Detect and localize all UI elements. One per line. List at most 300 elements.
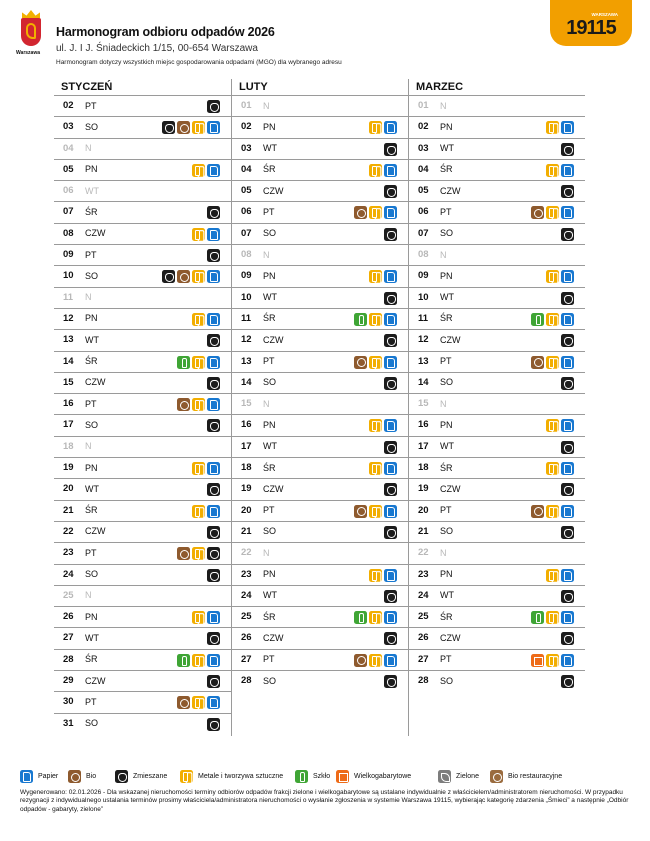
weekday-label: CZW bbox=[85, 228, 106, 239]
day-number: 16 bbox=[63, 398, 74, 410]
bio-icon bbox=[177, 547, 190, 560]
pickup-icons bbox=[207, 675, 220, 688]
weekday-label: WT bbox=[440, 292, 454, 303]
day-number: 04 bbox=[63, 142, 74, 154]
page-subtitle: Harmonogram dotyczy wszystkich miejsc gospodarowania odpadami (MGO) dla wybranego adresu bbox=[56, 59, 342, 66]
weekday-label: WT bbox=[85, 185, 99, 196]
mixed-waste-icon bbox=[561, 675, 574, 688]
pickup-icons bbox=[369, 419, 397, 432]
day-list bbox=[232, 95, 408, 691]
pickup-icons bbox=[207, 419, 220, 432]
day-number: 31 bbox=[63, 717, 74, 729]
legend-label: Zielone bbox=[456, 773, 479, 780]
weekday-label: PN bbox=[85, 164, 98, 175]
legend-item-mixed bbox=[115, 770, 167, 783]
paper-icon bbox=[561, 611, 574, 624]
day-row bbox=[54, 649, 231, 670]
weekday-label: ŚR bbox=[440, 611, 453, 622]
weekday-label: N bbox=[85, 441, 92, 452]
mixed-waste-icon bbox=[561, 228, 574, 241]
day-number: 01 bbox=[418, 100, 429, 111]
day-row bbox=[54, 713, 231, 734]
day-number: 06 bbox=[418, 206, 429, 218]
metal-plastic-icon bbox=[192, 164, 205, 177]
month-title: STYCZEŃ bbox=[61, 81, 113, 93]
weekday-label: SO bbox=[85, 718, 99, 729]
weekday-label: PT bbox=[440, 654, 452, 665]
day-row bbox=[409, 351, 585, 372]
mixed-waste-icon bbox=[207, 249, 220, 262]
day-row bbox=[409, 116, 585, 137]
mixed-waste-icon bbox=[561, 334, 574, 347]
mixed-waste-icon bbox=[384, 483, 397, 496]
day-number: 10 bbox=[63, 270, 74, 282]
metal-plastic-icon bbox=[192, 398, 205, 411]
paper-icon bbox=[561, 270, 574, 283]
day-number: 03 bbox=[241, 142, 252, 154]
pickup-icons bbox=[546, 569, 574, 582]
day-number: 15 bbox=[63, 376, 74, 388]
pickup-icons bbox=[561, 292, 574, 305]
mixed-waste-icon bbox=[207, 675, 220, 688]
page-header bbox=[18, 10, 632, 70]
pickup-icons bbox=[546, 419, 574, 432]
day-row bbox=[409, 287, 585, 308]
legend-label: Szkło bbox=[313, 773, 331, 780]
glass-icon bbox=[295, 770, 308, 783]
day-row bbox=[54, 265, 231, 286]
day-row bbox=[232, 478, 408, 499]
metal-plastic-icon bbox=[192, 547, 205, 560]
day-row bbox=[54, 670, 231, 691]
day-row bbox=[232, 542, 408, 563]
mixed-waste-icon bbox=[384, 675, 397, 688]
month-column-2 bbox=[231, 79, 408, 736]
mixed-waste-icon bbox=[384, 441, 397, 454]
paper-icon bbox=[207, 228, 220, 241]
day-row bbox=[54, 138, 231, 159]
pickup-icons bbox=[207, 632, 220, 645]
pickup-icons bbox=[177, 654, 220, 667]
pickup-icons bbox=[354, 206, 397, 219]
day-row bbox=[54, 287, 231, 308]
day-row bbox=[409, 308, 585, 329]
mixed-waste-icon bbox=[561, 526, 574, 539]
pickup-icons bbox=[561, 441, 574, 454]
day-number: 25 bbox=[241, 611, 252, 623]
glass-icon bbox=[354, 611, 367, 624]
pickup-icons bbox=[354, 611, 397, 624]
weekday-label: SO bbox=[263, 526, 277, 537]
day-row bbox=[232, 585, 408, 606]
day-row bbox=[409, 457, 585, 478]
mixed-waste-icon bbox=[207, 547, 220, 560]
month-title: MARZEC bbox=[416, 81, 464, 93]
metal-plastic-icon bbox=[369, 121, 382, 134]
logo-19115[interactable] bbox=[550, 0, 632, 46]
mixed-waste-icon bbox=[561, 143, 574, 156]
footer-note: Wygenerowano: 02.01.2026 - Dla wskazanej nieruchomości terminy odbiorów odpadów frakcji zielone i wielkogabarytowe są ustalane indywidualnie z właścicielem/administratorem nieruchomości. W przypadku rezygnacji z indywidualnego ustalania terminów prosimy właściciela/administratora nieruchomości o wysłanie zgłoszenia w systemie Warszawa 19115, wybierając kategorię zdarzenia „Śmieci” a następnie „Odbiór odpadów - gabaryty, zielone” bbox=[20, 789, 629, 813]
mixed-waste-icon bbox=[162, 121, 175, 134]
day-row bbox=[54, 308, 231, 329]
weekday-label: PT bbox=[440, 505, 452, 516]
bio-icon bbox=[177, 270, 190, 283]
day-number: 26 bbox=[63, 611, 74, 623]
metal-plastic-icon bbox=[369, 270, 382, 283]
day-row bbox=[54, 180, 231, 201]
weekday-label: ŚR bbox=[85, 654, 98, 665]
day-list bbox=[54, 95, 231, 734]
paper-icon bbox=[561, 654, 574, 667]
legend-item-resto bbox=[490, 770, 562, 783]
paper-icon bbox=[384, 313, 397, 326]
weekday-label: PN bbox=[263, 419, 276, 430]
weekday-label: CZW bbox=[263, 632, 284, 643]
mermaid-icon bbox=[26, 23, 36, 39]
metal-plastic-icon bbox=[546, 121, 559, 134]
pickup-icons bbox=[207, 718, 220, 731]
day-number: 07 bbox=[63, 206, 74, 218]
mixed-waste-icon bbox=[384, 377, 397, 390]
weekday-label: PN bbox=[440, 419, 453, 430]
metal-plastic-icon bbox=[546, 419, 559, 432]
month-column-1 bbox=[54, 79, 231, 736]
day-row bbox=[232, 436, 408, 457]
crest-label: Warszawa bbox=[16, 50, 40, 56]
legend-label: Bio restauracyjne bbox=[508, 773, 563, 780]
pickup-icons bbox=[192, 313, 220, 326]
logo-number: 19115 bbox=[566, 17, 616, 39]
paper-icon bbox=[384, 611, 397, 624]
pickup-icons bbox=[369, 121, 397, 134]
mixed-waste-icon bbox=[207, 526, 220, 539]
bio-icon bbox=[177, 121, 190, 134]
day-row bbox=[54, 457, 231, 478]
day-row bbox=[409, 564, 585, 585]
glass-icon bbox=[531, 313, 544, 326]
mixed-waste-icon bbox=[115, 770, 128, 783]
day-number: 05 bbox=[241, 185, 252, 197]
day-row bbox=[409, 201, 585, 222]
pickup-icons bbox=[177, 398, 220, 411]
metal-plastic-icon bbox=[192, 356, 205, 369]
metal-plastic-icon bbox=[192, 270, 205, 283]
day-row bbox=[232, 308, 408, 329]
day-row bbox=[54, 478, 231, 499]
metal-plastic-icon bbox=[546, 270, 559, 283]
pickup-icons bbox=[561, 632, 574, 645]
day-row bbox=[54, 329, 231, 350]
day-number: 28 bbox=[241, 675, 252, 687]
crown-icon bbox=[22, 10, 40, 18]
day-row bbox=[232, 95, 408, 116]
day-row bbox=[232, 265, 408, 286]
day-row bbox=[54, 223, 231, 244]
day-number: 04 bbox=[418, 163, 429, 175]
mixed-waste-icon bbox=[561, 441, 574, 454]
paper-icon bbox=[384, 164, 397, 177]
metal-plastic-icon bbox=[192, 228, 205, 241]
legend-item-metal bbox=[180, 770, 283, 783]
weekday-label: N bbox=[263, 249, 270, 260]
day-number: 13 bbox=[418, 355, 429, 367]
bio-icon bbox=[531, 356, 544, 369]
day-number: 16 bbox=[418, 419, 429, 431]
paper-icon bbox=[207, 654, 220, 667]
day-row bbox=[54, 201, 231, 222]
pickup-icons bbox=[207, 100, 220, 113]
day-row bbox=[232, 201, 408, 222]
mixed-waste-icon bbox=[207, 206, 220, 219]
weekday-label: PT bbox=[263, 206, 275, 217]
weekday-label: WT bbox=[263, 143, 277, 154]
pickup-icons bbox=[207, 483, 220, 496]
paper-icon bbox=[207, 462, 220, 475]
day-row bbox=[409, 95, 585, 116]
pickup-icons bbox=[561, 334, 574, 347]
bio-icon bbox=[354, 356, 367, 369]
day-row bbox=[232, 564, 408, 585]
day-row bbox=[54, 244, 231, 265]
day-row bbox=[409, 521, 585, 542]
paper-icon bbox=[561, 313, 574, 326]
paper-icon bbox=[207, 356, 220, 369]
weekday-label: WT bbox=[440, 590, 454, 601]
paper-icon bbox=[207, 121, 220, 134]
legend bbox=[20, 770, 630, 784]
weekday-label: N bbox=[440, 100, 447, 111]
day-row bbox=[232, 116, 408, 137]
day-number: 07 bbox=[418, 227, 429, 239]
paper-icon bbox=[207, 270, 220, 283]
metal-plastic-icon bbox=[369, 611, 382, 624]
mixed-waste-icon bbox=[207, 419, 220, 432]
glass-icon bbox=[177, 356, 190, 369]
schedule-grid bbox=[54, 79, 614, 736]
mixed-waste-icon bbox=[384, 185, 397, 198]
paper-icon bbox=[561, 569, 574, 582]
weekday-label: PN bbox=[263, 121, 276, 132]
pickup-icons bbox=[531, 654, 574, 667]
pickup-icons bbox=[384, 590, 397, 603]
metal-plastic-icon bbox=[192, 462, 205, 475]
day-row bbox=[409, 265, 585, 286]
day-row bbox=[232, 670, 408, 691]
day-row bbox=[409, 585, 585, 606]
weekday-label: SO bbox=[440, 675, 454, 686]
day-number: 21 bbox=[241, 525, 252, 537]
bio-icon bbox=[531, 505, 544, 518]
weekday-label: WT bbox=[85, 483, 99, 494]
day-row bbox=[232, 414, 408, 435]
day-number: 03 bbox=[418, 142, 429, 154]
day-number: 08 bbox=[63, 227, 74, 239]
paper-icon bbox=[384, 505, 397, 518]
paper-icon bbox=[561, 206, 574, 219]
day-row bbox=[409, 627, 585, 648]
weekday-label: WT bbox=[263, 590, 277, 601]
day-row bbox=[54, 564, 231, 585]
day-number: 22 bbox=[418, 547, 429, 559]
mixed-waste-icon bbox=[384, 590, 397, 603]
paper-icon bbox=[384, 569, 397, 582]
metal-plastic-icon bbox=[369, 419, 382, 432]
pickup-icons bbox=[177, 547, 220, 560]
day-number: 17 bbox=[63, 419, 74, 431]
glass-icon bbox=[177, 654, 190, 667]
bio-icon bbox=[177, 398, 190, 411]
metal-plastic-icon bbox=[369, 654, 382, 667]
day-number: 23 bbox=[418, 568, 429, 580]
legend-item-green bbox=[438, 770, 479, 783]
weekday-label: PN bbox=[440, 569, 453, 580]
day-number: 20 bbox=[418, 504, 429, 516]
legend-label: Bio bbox=[86, 773, 97, 780]
pickup-icons bbox=[207, 377, 220, 390]
day-number: 20 bbox=[63, 483, 74, 495]
mixed-waste-icon bbox=[561, 185, 574, 198]
day-row bbox=[409, 244, 585, 265]
metal-plastic-icon bbox=[546, 356, 559, 369]
page-title: Harmonogram odbioru odpadów 2026 bbox=[56, 25, 275, 39]
pickup-icons bbox=[384, 334, 397, 347]
day-number: 21 bbox=[63, 504, 74, 516]
legend-item-paper bbox=[20, 770, 58, 783]
day-row bbox=[232, 223, 408, 244]
weekday-label: PT bbox=[263, 505, 275, 516]
mixed-waste-icon bbox=[384, 143, 397, 156]
weekday-label: CZW bbox=[440, 334, 461, 345]
weekday-label: PT bbox=[85, 398, 97, 409]
day-number: 25 bbox=[63, 589, 74, 601]
bio-icon bbox=[531, 206, 544, 219]
legend-label: Zmieszane bbox=[133, 773, 168, 780]
weekday-label: WT bbox=[85, 632, 99, 643]
weekday-label: ŚR bbox=[263, 611, 276, 622]
mixed-waste-icon bbox=[561, 377, 574, 390]
weekday-label: PT bbox=[85, 249, 97, 260]
day-row bbox=[232, 329, 408, 350]
mixed-waste-icon bbox=[384, 526, 397, 539]
weekday-label: N bbox=[85, 292, 92, 303]
weekday-label: CZW bbox=[263, 334, 284, 345]
mixed-waste-icon bbox=[162, 270, 175, 283]
day-row bbox=[232, 627, 408, 648]
weekday-label: SO bbox=[85, 569, 99, 580]
day-number: 08 bbox=[418, 249, 429, 261]
day-row bbox=[409, 138, 585, 159]
mixed-waste-icon bbox=[561, 590, 574, 603]
weekday-label: CZW bbox=[440, 185, 461, 196]
pickup-icons bbox=[162, 270, 220, 283]
day-row bbox=[54, 542, 231, 563]
bio-icon bbox=[354, 206, 367, 219]
weekday-label: SO bbox=[440, 526, 454, 537]
day-number: 06 bbox=[241, 206, 252, 218]
pickup-icons bbox=[207, 526, 220, 539]
paper-icon bbox=[384, 206, 397, 219]
weekday-label: PN bbox=[263, 569, 276, 580]
day-row bbox=[232, 500, 408, 521]
pickup-icons bbox=[531, 313, 574, 326]
day-number: 17 bbox=[418, 440, 429, 452]
pickup-icons bbox=[207, 569, 220, 582]
day-row bbox=[54, 95, 231, 116]
weekday-label: CZW bbox=[85, 377, 106, 388]
pickup-icons bbox=[192, 611, 220, 624]
day-number: 15 bbox=[241, 398, 252, 410]
day-row bbox=[409, 159, 585, 180]
pickup-icons bbox=[177, 356, 220, 369]
day-number: 16 bbox=[241, 419, 252, 431]
weekday-label: CZW bbox=[85, 526, 106, 537]
weekday-label: PT bbox=[440, 356, 452, 367]
day-number: 02 bbox=[418, 121, 429, 133]
bio-icon bbox=[354, 654, 367, 667]
restaurant-bio-icon bbox=[490, 770, 503, 783]
day-row bbox=[54, 521, 231, 542]
pickup-icons bbox=[561, 185, 574, 198]
weekday-label: N bbox=[263, 547, 270, 558]
day-number: 13 bbox=[63, 334, 74, 346]
weekday-label: N bbox=[440, 547, 447, 558]
metal-plastic-icon bbox=[369, 164, 382, 177]
pickup-icons bbox=[207, 334, 220, 347]
metal-plastic-icon bbox=[546, 313, 559, 326]
weekday-label: PN bbox=[85, 313, 98, 324]
paper-icon bbox=[384, 270, 397, 283]
day-number: 18 bbox=[241, 462, 252, 474]
day-row bbox=[409, 606, 585, 627]
bulky-waste-icon bbox=[531, 654, 544, 667]
day-number: 14 bbox=[63, 355, 74, 367]
pickup-icons bbox=[561, 483, 574, 496]
day-row bbox=[232, 649, 408, 670]
pickup-icons bbox=[162, 121, 220, 134]
day-row bbox=[409, 329, 585, 350]
day-row bbox=[54, 436, 231, 457]
weekday-label: N bbox=[85, 590, 92, 601]
day-number: 28 bbox=[418, 675, 429, 687]
day-row bbox=[232, 287, 408, 308]
mixed-waste-icon bbox=[207, 377, 220, 390]
weekday-label: N bbox=[440, 398, 447, 409]
weekday-label: N bbox=[85, 143, 92, 154]
metal-plastic-icon bbox=[180, 770, 193, 783]
month-title: LUTY bbox=[239, 81, 268, 93]
day-row bbox=[54, 585, 231, 606]
pickup-icons bbox=[546, 462, 574, 475]
pickup-icons bbox=[531, 356, 574, 369]
day-row bbox=[409, 649, 585, 670]
weekday-label: N bbox=[263, 100, 270, 111]
metal-plastic-icon bbox=[369, 569, 382, 582]
mixed-waste-icon bbox=[207, 100, 220, 113]
green-waste-icon bbox=[438, 770, 451, 783]
metal-plastic-icon bbox=[192, 505, 205, 518]
day-row bbox=[54, 351, 231, 372]
day-row bbox=[232, 521, 408, 542]
mixed-waste-icon bbox=[384, 334, 397, 347]
weekday-label: ŚR bbox=[263, 313, 276, 324]
weekday-label: ŚR bbox=[85, 206, 98, 217]
day-row bbox=[409, 372, 585, 393]
paper-icon bbox=[384, 356, 397, 369]
paper-icon bbox=[207, 696, 220, 709]
day-number: 24 bbox=[241, 589, 252, 601]
mixed-waste-icon bbox=[384, 292, 397, 305]
mixed-waste-icon bbox=[384, 632, 397, 645]
